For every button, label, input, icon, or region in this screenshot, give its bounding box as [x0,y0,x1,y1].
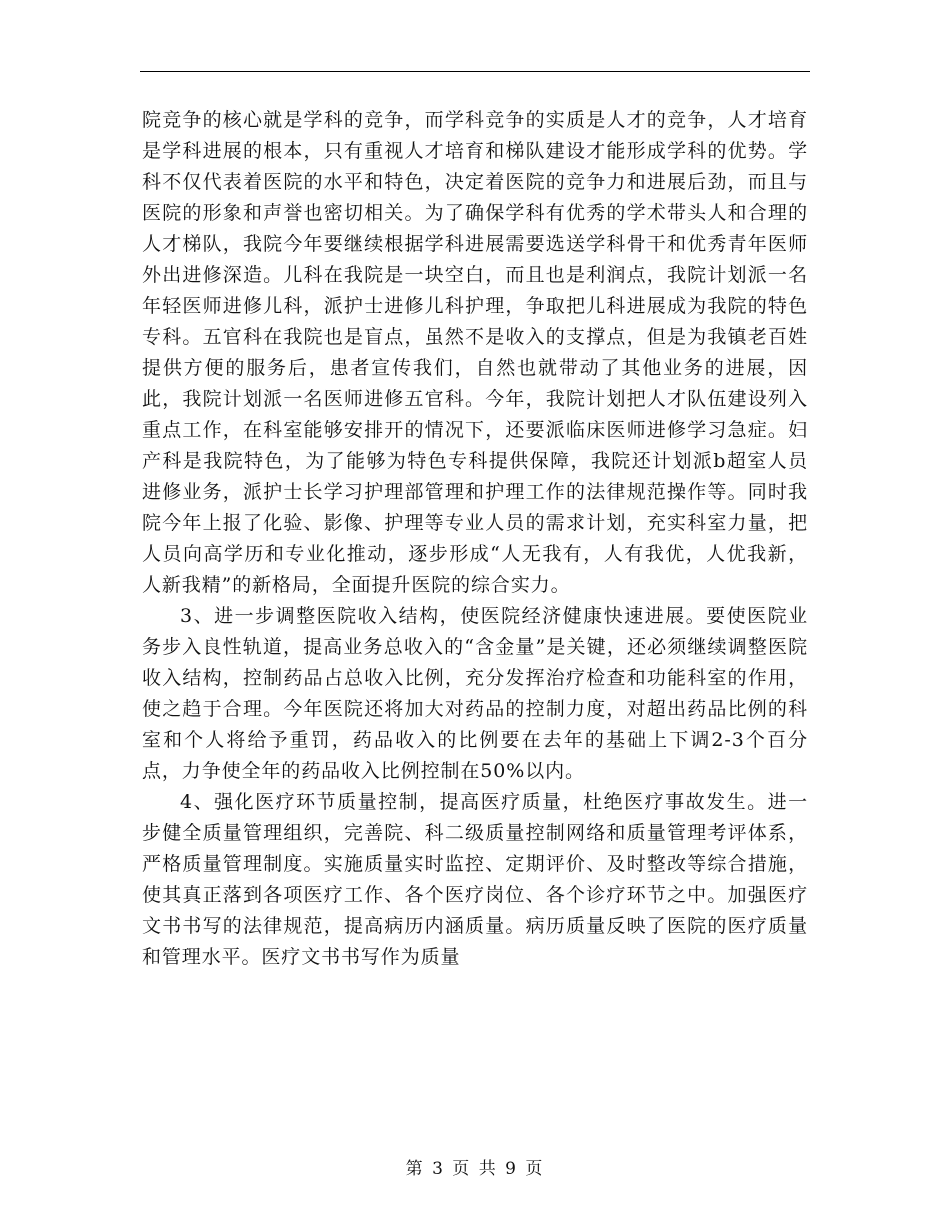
paragraph-item-4: 4、强化医疗环节质量控制，提高医疗质量，杜绝医疗事故发生。进一步健全质量管理组织，完善院、科二级质量控制网络和质量管理考评体系，严格质量管理制度。实施质量实时监控、定期评价、及时整改等综合措施，使其真正落到各项医疗工作、各个医疗岗位、各个诊疗环节之中。加强医疗文书书写的法律规范，提高病历内涵质量。病历质量反映了医院的医疗质量和管理水平。医疗文书书写作为质量 [142,791,808,968]
paragraph-continuation: 院竞争的核心就是学科的竞争，而学科竞争的实质是人才的竞争，人才培育是学科进展的根本，只有重视人才培育和梯队建设才能形成学科的优势。学科不仅代表着医院的水平和特色，决定着医院的竞争力和进展后劲，而且与医院的形象和声誉也密切相关。为了确保学科有优秀的学术带头人和合理的人才梯队，我院今年要继续根据学科进展需要选送学科骨干和优秀青年医师外出进修深造。儿科在我院是一块空白，而且也是利润点，我院计划派一名年轻医师进修儿科，派护士进修儿科护理，争取把儿科进展成为我院的特色专科。五官科在我院也是盲点，虽然不是收入的支撑点，但是为我镇老百姓提供方便的服务后，患者宣传我们，自然也就带动了其他业务的进展，因此，我院计划派一名医师进修五官科。今年，我院计划把人才队伍建设列入重点工作，在科室能够安排开的情况下，还要派临床医师进修学习急症。妇产科是我院特色，为了能够为特色专科提供保障，我院还计划派b超室人员进修业务，派护士长学习护理部管理和护理工作的法律规范操作等。同时我院今年上报了化验、影像、护理等专业人员的需求计划，充实科室力量，把人员向高学历和专业化推动，逐步形成“人无我有，人有我优，人优我新，人新我精”的新格局，全面提升医院的综合实力。 [142,109,808,596]
header-rule [140,71,810,72]
paragraph-item-3: 3、进一步调整医院收入结构，使医院经济健康快速进展。要使医院业务步入良性轨道，提高业务总收入的“含金量”是关键，还必须继续调整医院收入结构，控制药品占总收入比例，充分发挥治疗检查和功能科室的作用，使之趋于合理。今年医院还将加大对药品的控制力度，对超出药品比例的科室和个人将给予重罚，药品收入的比例要在去年的基础上下调2-3个百分点，力争使全年的药品收入比例控制在50%以内。 [142,605,808,782]
page-number-footer: 第 3 页 共 9 页 [405,1159,545,1179]
document-body [142,105,808,973]
